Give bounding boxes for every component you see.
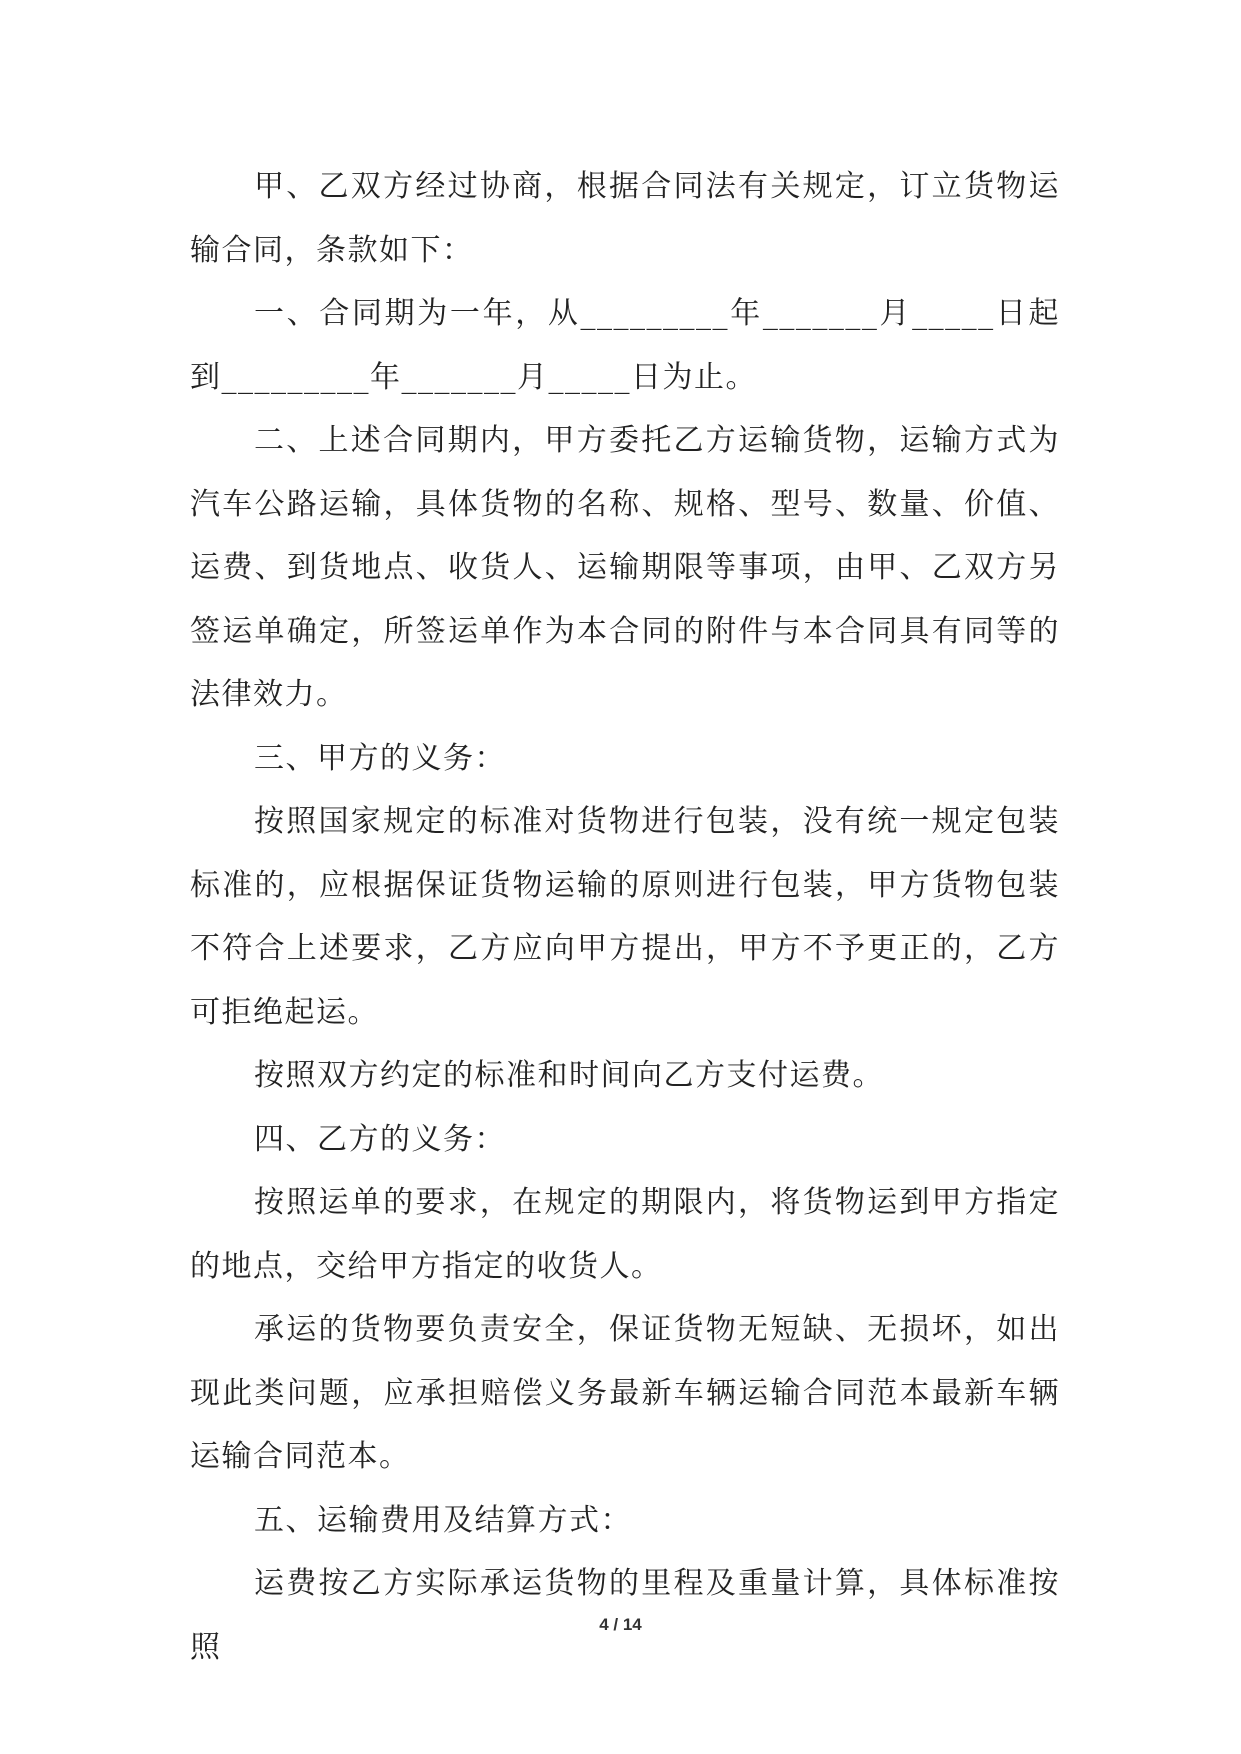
page-number: 4 / 14 (599, 1615, 642, 1634)
contract-body (190, 155, 1060, 1679)
heading-clause-5: 五、运输费用及结算方式： (254, 1502, 632, 1538)
paragraph-clause-1: 一、合同期为一年，从_________年_______月_____日起到_________年_______月_____日为止。 (190, 296, 1060, 395)
paragraph-clause-4-delivery: 按照运单的要求，在规定的期限内，将货物运到甲方指定的地点，交给甲方指定的收货人。 (190, 1185, 1060, 1284)
paragraph-clause-4-safety: 承运的货物要负责安全，保证货物无短缺、无损坏，如出现此类问题，应承担赔偿义务最新车辆运输合同范本最新车辆运输合同范本。 (190, 1312, 1060, 1474)
paragraph-clause-3-payment: 按照双方约定的标准和时间向乙方支付运费。 (254, 1058, 884, 1093)
heading-clause-4: 四、乙方的义务： (254, 1121, 506, 1157)
heading-clause-3: 三、甲方的义务： (254, 740, 506, 776)
paragraph-intro: 甲、乙双方经过协商，根据合同法有关规定，订立货物运输合同，条款如下： (190, 169, 1060, 268)
paragraph-clause-2: 二、上述合同期内，甲方委托乙方运输货物，运输方式为汽车公路运输，具体货物的名称、规格、型号、数量、价值、运费、到货地点、收货人、运输期限等事项，由甲、乙双方另签运单确定，所签运单作为本合同的附件与本合同具有同等的法律效力。 (190, 423, 1060, 712)
paragraph-clause-3-packaging: 按照国家规定的标准对货物进行包装，没有统一规定包装标准的，应根据保证货物运输的原则进行包装，甲方货物包装不符合上述要求，乙方应向甲方提出，甲方不予更正的，乙方可拒绝起运。 (190, 804, 1060, 1030)
paragraph-clause-5-fees: 运费按乙方实际承运货物的里程及重量计算，具体标准按照 (190, 1566, 1060, 1665)
